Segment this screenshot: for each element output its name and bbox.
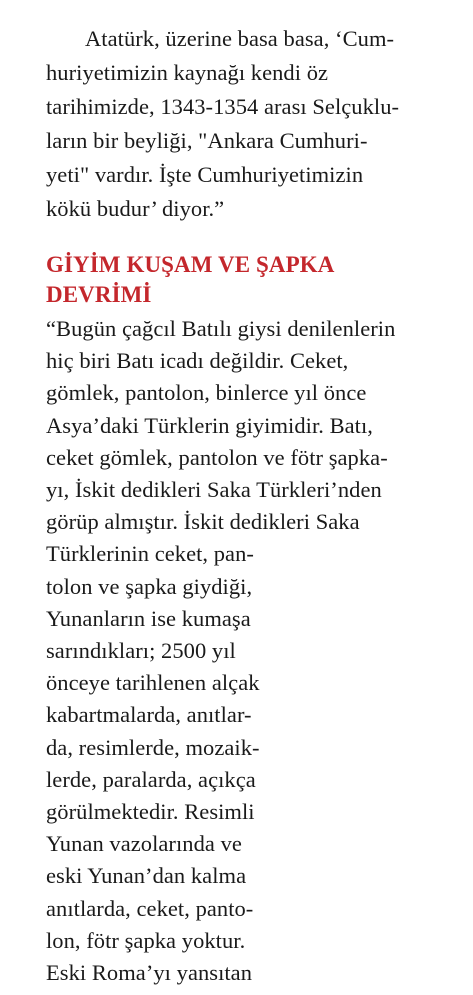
text-line: Yunanların ise kumaşa <box>46 605 251 631</box>
text-line: tarihimizde, 1343-1354 arası Selçuklu- <box>46 94 400 119</box>
text-line: gömlek, pantolon, binlerce yıl önce <box>46 380 367 406</box>
text-line: lerde, paralarda, açıkça <box>46 766 256 792</box>
text-line: anıtlarda, ceket, panto- <box>46 895 254 921</box>
text-line: kökü budur’ diyor.” <box>46 196 225 221</box>
text-line: kabartmalarda, anıtlar- <box>46 702 252 728</box>
text-line: görülmektedir. Resimli <box>46 799 255 824</box>
text-line: önceye tarihlenen alçak <box>46 670 260 696</box>
heading-line: DEVRİMİ <box>46 282 152 307</box>
text-line: Türklerinin ceket, pan- <box>46 541 254 567</box>
text-line: huriyetimizin kaynağı kendi öz <box>46 60 329 85</box>
text-line: lon, fötr şapka yoktur. <box>46 927 246 953</box>
text-line: ların bir beyliği, "Ankara Cumhuri- <box>46 128 368 153</box>
text-line: Eski Roma’yı yansıtan <box>46 960 253 985</box>
text-line: hiç biri Batı icadı değildir. Ceket, <box>46 348 349 374</box>
text-line: yı, İskit dedikleri Saka Türkleri’nden <box>46 477 382 502</box>
text-line: sarındıkları; 2500 yıl <box>46 638 236 663</box>
text-line: Asya’daki Türklerin giyimidir. Batı, <box>46 412 373 438</box>
text-line: eski Yunan’dan kalma <box>46 863 247 889</box>
text-line: Atatürk, üzerine basa basa, ‘Cum- <box>85 26 395 51</box>
heading-line: GİYİM KUŞAM VE ŞAPKA <box>46 252 335 277</box>
text-line: tolon ve şapka giydiği, <box>46 573 253 599</box>
text-line: ceket gömlek, pantolon ve fötr şapka- <box>46 444 388 470</box>
text-line: “Bugün çağcıl Batılı giysi denilenlerin <box>46 316 396 341</box>
text-line: yeti" vardır. İşte Cumhuriyetimizin <box>46 162 364 187</box>
text-line: görüp almıştır. İskit dedikleri Saka <box>46 509 360 535</box>
text-line: da, resimlerde, mozaik- <box>46 734 260 760</box>
text-line: Yunan vazolarında ve <box>46 831 242 857</box>
